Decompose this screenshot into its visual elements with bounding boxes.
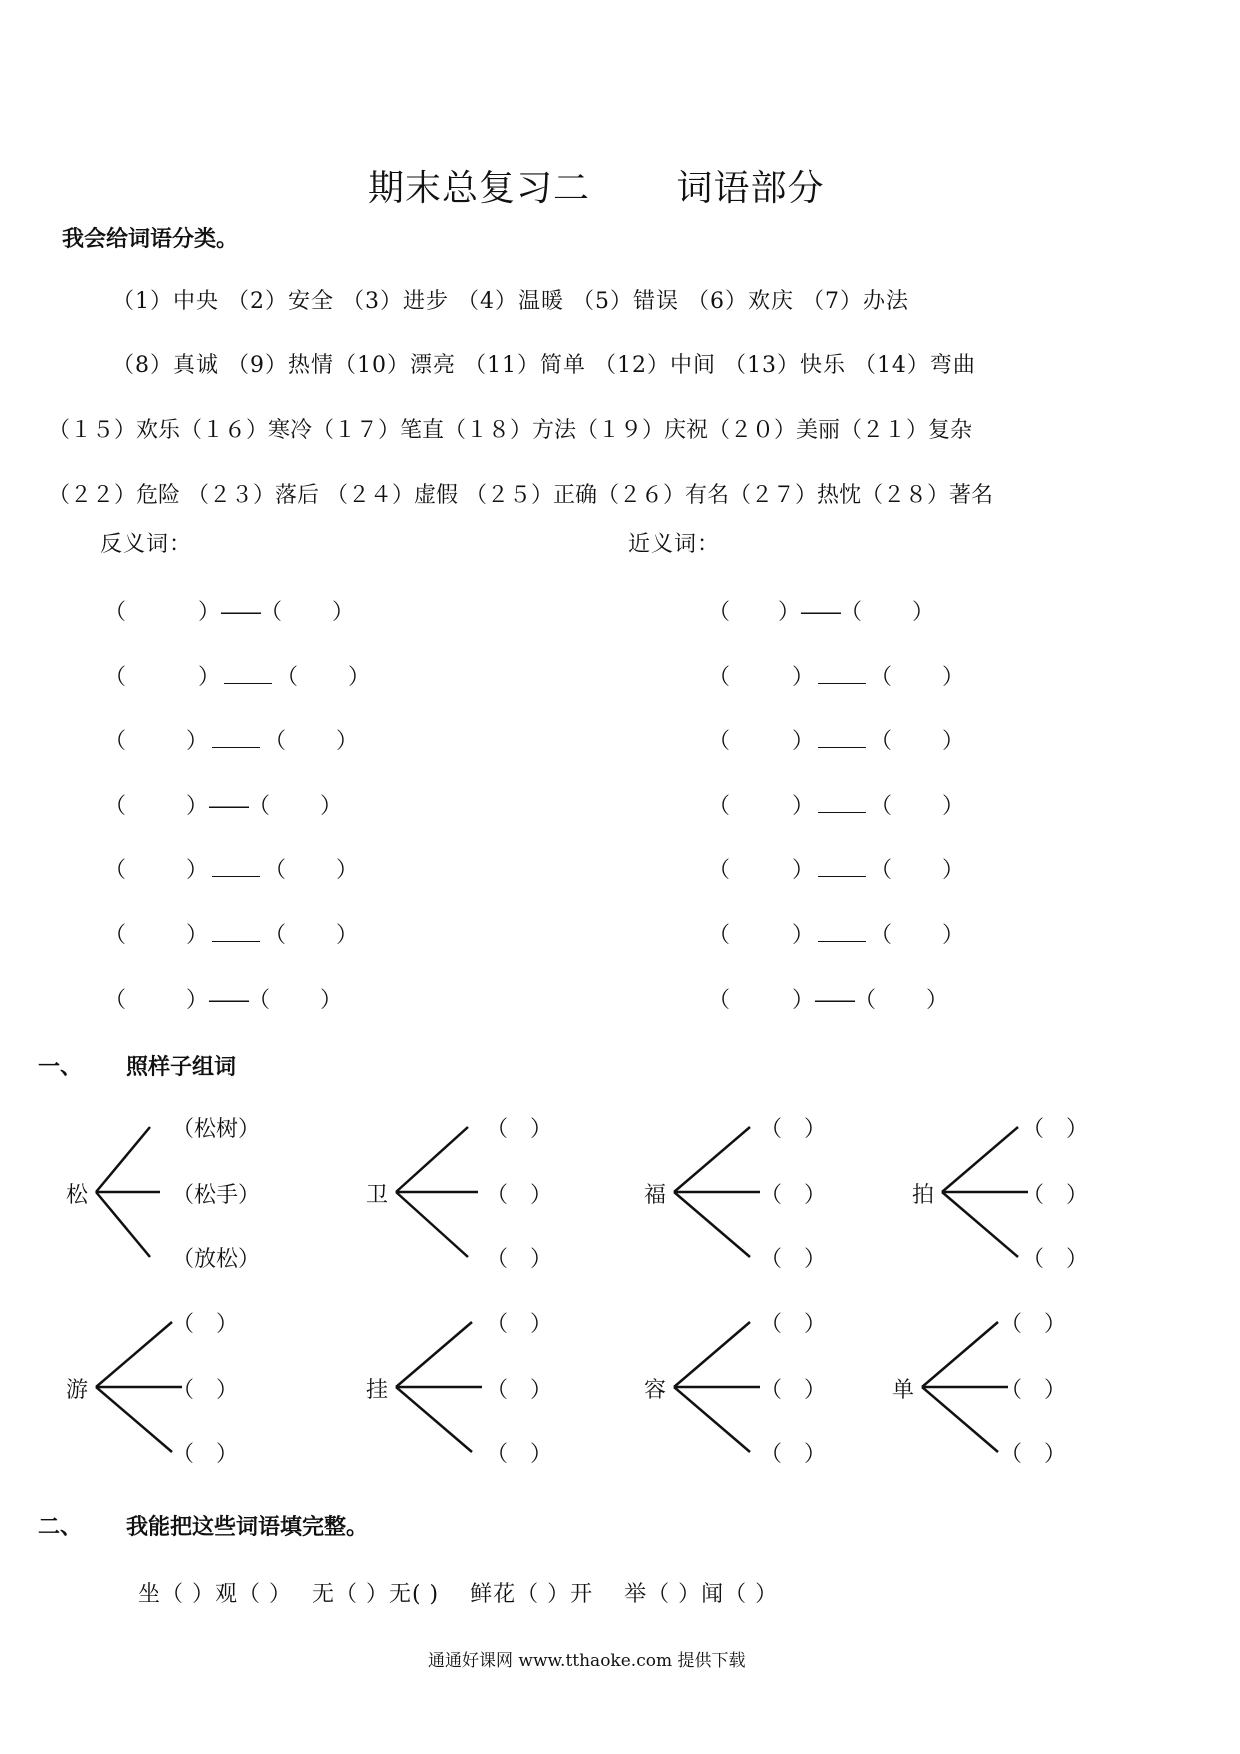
close-paren: ） bbox=[320, 794, 343, 819]
tree-branch-line bbox=[674, 1192, 750, 1257]
open-paren: （ bbox=[264, 858, 287, 883]
word-blank[interactable]: （ ） bbox=[1000, 1442, 1067, 1467]
tree-branch-line bbox=[674, 1127, 750, 1192]
close-paren: ） bbox=[926, 988, 949, 1013]
open-paren: （ bbox=[870, 923, 893, 948]
section1-heading: 照样子组词 bbox=[126, 1055, 237, 1080]
word-blank[interactable]: （ ） bbox=[486, 1442, 553, 1467]
close-paren: ） bbox=[942, 665, 965, 690]
close-paren: ） bbox=[336, 923, 359, 948]
word-blank[interactable]: （ ） bbox=[1022, 1247, 1089, 1272]
fill-in-line: 坐（ ）观（ ） 无（ ）无( ) 鲜花（ ）开 举（ ）闻（ ） bbox=[138, 1582, 779, 1607]
word-blank[interactable]: （ ） bbox=[760, 1247, 827, 1272]
tree-branch-line bbox=[396, 1127, 468, 1192]
word-blank[interactable]: （ ） bbox=[172, 1312, 239, 1337]
tree-root-char: 单 bbox=[892, 1378, 915, 1403]
synonym-label: 近义词： bbox=[628, 532, 721, 557]
open-paren: （ bbox=[104, 923, 127, 948]
open-paren: （ bbox=[708, 858, 731, 883]
word-blank[interactable]: （ ） bbox=[1022, 1117, 1089, 1142]
open-paren: （ bbox=[870, 665, 893, 690]
tree-branch-line bbox=[396, 1192, 468, 1257]
tree-branch-line bbox=[96, 1387, 172, 1452]
tree-root-char: 福 bbox=[644, 1183, 667, 1208]
close-paren: ） bbox=[792, 988, 815, 1013]
close-paren: ） bbox=[942, 794, 965, 819]
tree-root-char: 卫 bbox=[366, 1183, 389, 1208]
word-blank[interactable]: （ ） bbox=[1022, 1183, 1089, 1208]
tree-branch-line bbox=[942, 1127, 1018, 1192]
close-paren: ） bbox=[792, 923, 815, 948]
word-blank[interactable]: （ ） bbox=[486, 1117, 553, 1142]
section2-heading: 我能把这些词语填完整。 bbox=[126, 1515, 369, 1540]
close-paren: ） bbox=[336, 858, 359, 883]
open-paren: （ bbox=[708, 600, 731, 625]
word-blank[interactable]: （ ） bbox=[760, 1442, 827, 1467]
word-blank[interactable]: （ ） bbox=[1000, 1378, 1067, 1403]
word-list-line-3: （１５）欢乐（１６）寒冷（１７）笔直（１８）方法（１９）庆祝（２０）美丽（２１）复杂 bbox=[48, 418, 973, 443]
tree-root-char: 挂 bbox=[366, 1378, 389, 1403]
word-blank[interactable]: （ ） bbox=[760, 1312, 827, 1337]
tree-root-char: 游 bbox=[66, 1378, 89, 1403]
tree-root-char: 拍 bbox=[912, 1183, 935, 1208]
close-paren: ） bbox=[942, 729, 965, 754]
pair-dash: —— bbox=[814, 988, 855, 1013]
classify-heading: 我会给词语分类。 bbox=[62, 227, 239, 252]
tree-branch-line bbox=[922, 1387, 998, 1452]
close-paren: ） bbox=[792, 665, 815, 690]
open-paren: （ bbox=[104, 988, 127, 1013]
close-paren: ） bbox=[186, 794, 209, 819]
tree-branch-line bbox=[96, 1127, 150, 1192]
close-paren: ） bbox=[198, 665, 221, 690]
close-paren: ） bbox=[332, 600, 355, 625]
open-paren: （ bbox=[870, 794, 893, 819]
example-word: （松树） bbox=[172, 1117, 261, 1142]
word-list-line-2: （8）真诚 （9）热情（10）漂亮 （11）简单 （12）中间 （13）快乐 （14）弯曲 bbox=[112, 353, 976, 378]
tree-branch-line bbox=[96, 1192, 150, 1257]
open-paren: （ bbox=[260, 600, 283, 625]
open-paren: （ bbox=[708, 794, 731, 819]
open-paren: （ bbox=[248, 794, 271, 819]
open-paren: （ bbox=[854, 988, 877, 1013]
footer-text: 通通好课网 www.tthaoke.com 提供下载 bbox=[428, 1651, 746, 1671]
open-paren: （ bbox=[104, 665, 127, 690]
tree-branch-line bbox=[922, 1322, 998, 1387]
tree-branch-line bbox=[674, 1322, 750, 1387]
close-paren: ） bbox=[336, 729, 359, 754]
open-paren: （ bbox=[708, 988, 731, 1013]
open-paren: （ bbox=[708, 729, 731, 754]
open-paren: （ bbox=[104, 600, 127, 625]
pair-dash: —— bbox=[208, 988, 249, 1013]
open-paren: （ bbox=[870, 729, 893, 754]
word-blank[interactable]: （ ） bbox=[486, 1247, 553, 1272]
open-paren: （ bbox=[840, 600, 863, 625]
example-word: （松手） bbox=[172, 1183, 261, 1208]
close-paren: ） bbox=[320, 988, 343, 1013]
open-paren: （ bbox=[708, 923, 731, 948]
tree-branch-line bbox=[396, 1322, 472, 1387]
open-paren: （ bbox=[276, 665, 299, 690]
close-paren: ） bbox=[348, 665, 371, 690]
close-paren: ） bbox=[186, 729, 209, 754]
word-blank[interactable]: （ ） bbox=[486, 1183, 553, 1208]
close-paren: ） bbox=[186, 988, 209, 1013]
tree-branch-line bbox=[942, 1192, 1018, 1257]
example-word: （放松） bbox=[172, 1247, 261, 1272]
close-paren: ） bbox=[792, 729, 815, 754]
tree-root-char: 容 bbox=[644, 1378, 667, 1403]
word-blank[interactable]: （ ） bbox=[172, 1442, 239, 1467]
tree-root-char: 松 bbox=[66, 1183, 89, 1208]
close-paren: ） bbox=[912, 600, 935, 625]
pair-dash: —— bbox=[208, 794, 249, 819]
word-blank[interactable]: （ ） bbox=[760, 1378, 827, 1403]
close-paren: ） bbox=[942, 923, 965, 948]
close-paren: ） bbox=[942, 858, 965, 883]
close-paren: ） bbox=[186, 858, 209, 883]
word-list-line-1: （1）中央 （2）安全 （3）进步 （4）温暖 （5）错误 （6）欢庆 （7）办法 bbox=[112, 289, 909, 314]
section2-number: 二、 bbox=[38, 1515, 83, 1540]
close-paren: ） bbox=[792, 858, 815, 883]
word-blank[interactable]: （ ） bbox=[760, 1117, 827, 1142]
open-paren: （ bbox=[264, 729, 287, 754]
open-paren: （ bbox=[870, 858, 893, 883]
tree-branch-line bbox=[96, 1322, 172, 1387]
open-paren: （ bbox=[104, 858, 127, 883]
antonym-label: 反义词： bbox=[100, 532, 193, 557]
open-paren: （ bbox=[264, 923, 287, 948]
word-blank[interactable]: （ ） bbox=[486, 1378, 553, 1403]
tree-branch-line bbox=[396, 1387, 472, 1452]
open-paren: （ bbox=[248, 988, 271, 1013]
word-blank[interactable]: （ ） bbox=[172, 1378, 239, 1403]
open-paren: （ bbox=[708, 665, 731, 690]
word-blank[interactable]: （ ） bbox=[760, 1183, 827, 1208]
close-paren: ） bbox=[186, 923, 209, 948]
open-paren: （ bbox=[104, 729, 127, 754]
word-blank[interactable]: （ ） bbox=[486, 1312, 553, 1337]
close-paren: ） bbox=[778, 600, 801, 625]
word-blank[interactable]: （ ） bbox=[1000, 1312, 1067, 1337]
section1-number: 一、 bbox=[38, 1055, 83, 1080]
pair-dash: —— bbox=[220, 600, 261, 625]
word-list-line-4: （２２）危险 （２３）落后 （２４）虚假 （２５）正确（２６）有名（２７）热忱（２８）著名 bbox=[48, 483, 993, 508]
pair-dash: —— bbox=[800, 600, 841, 625]
open-paren: （ bbox=[104, 794, 127, 819]
tree-branch-line bbox=[674, 1387, 750, 1452]
close-paren: ） bbox=[792, 794, 815, 819]
close-paren: ） bbox=[198, 600, 221, 625]
page-title: 期末总复习二 词语部分 bbox=[368, 168, 825, 209]
